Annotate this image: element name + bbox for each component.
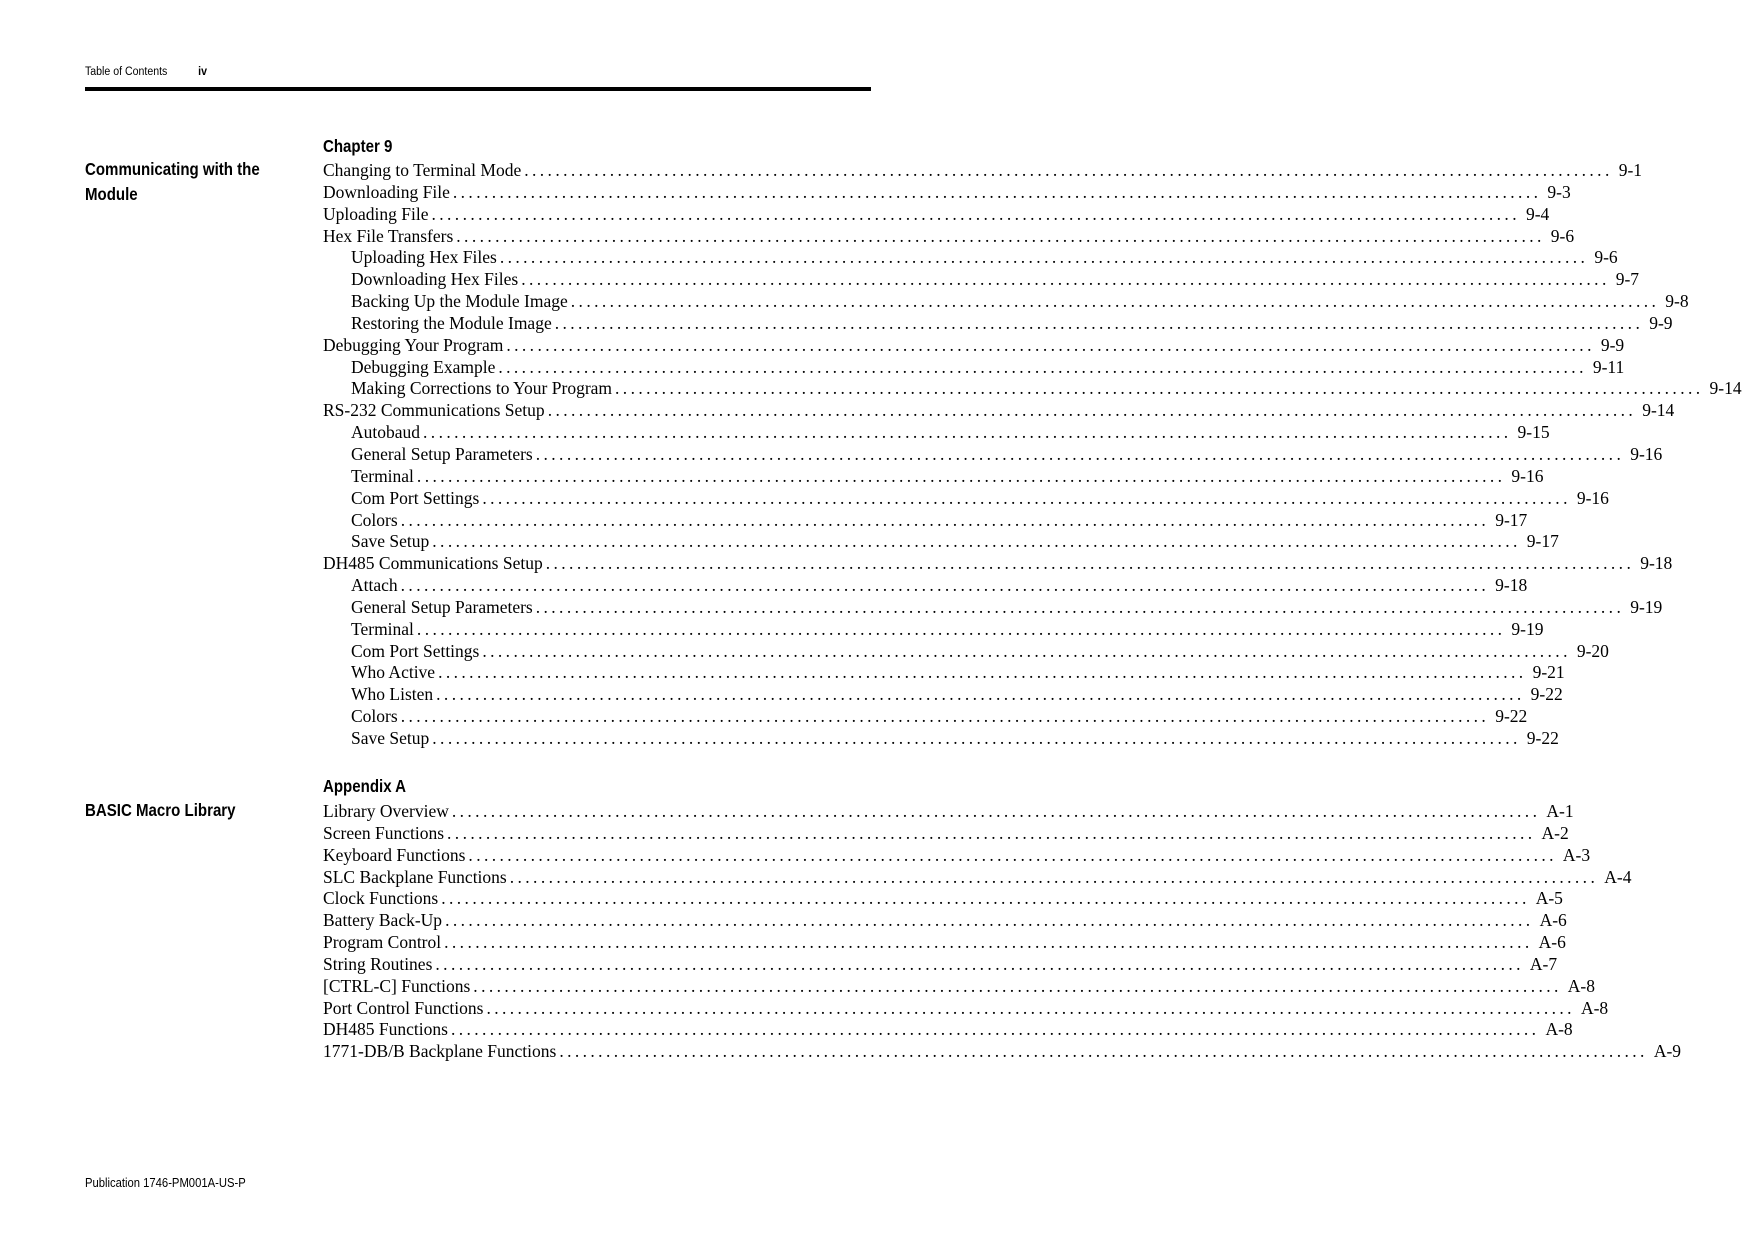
toc-entry[interactable] [323,953,1558,976]
toc-entry-title: Battery Back-Up [323,910,443,931]
header-section-label: Table of Contents [85,66,168,78]
chapter-9-toc-list [323,160,1742,750]
dot-leader: ............................................................................................................................................ [570,291,1660,312]
toc-entry-title: Downloading Hex Files [351,269,519,290]
dot-leader: ............................................................................................................................................ [432,727,1521,748]
toc-entry-page: 9-1 [1618,160,1643,180]
dot-leader: ............................................................................................................................................ [498,356,1587,377]
toc-entry-page: A-6 [1538,932,1566,953]
toc-entry[interactable] [323,706,1528,728]
dot-leader: ............................................................................................................................................ [416,618,1506,639]
toc-entry[interactable] [323,378,1742,400]
page-header [85,66,207,78]
toc-entry-title: 1771-DB/B Backplane Functions [323,1041,557,1062]
toc-entry-title: Port Control Functions [323,997,484,1018]
toc-entry-page: 9-14 [1642,400,1675,421]
toc-entry-page: 9-6 [1550,225,1575,246]
toc-entry-title: SLC Backplane Functions [323,866,507,887]
toc-entry-title: Uploading Hex Files [351,247,497,268]
appendix-a-toc-list [323,801,1682,1063]
dot-leader: ............................................................................................................................................ [535,443,1625,464]
toc-entry[interactable] [323,203,1550,226]
toc-entry-title: General Setup Parameters [351,443,533,464]
dot-leader: ............................................................................................................................................ [441,888,1530,909]
dot-leader: ............................................................................................................................................ [615,378,1704,399]
toc-entry[interactable] [323,618,1544,641]
toc-entry-page: A-8 [1545,1019,1573,1040]
dot-leader: ............................................................................................................................................ [445,910,1534,931]
dot-leader: ............................................................................................................................................ [554,312,1644,333]
toc-entry-title: Attach [351,575,398,596]
toc-entry-title: Downloading File [323,181,450,202]
toc-entry-page: A-8 [1580,997,1609,1018]
toc-entry[interactable] [323,356,1625,379]
toc-entry-page: A-3 [1562,844,1591,865]
toc-entry-title: String Routines [323,953,433,974]
dot-leader: ............................................................................................................................................ [482,487,1571,508]
toc-entry-page: 9-17 [1526,531,1559,552]
chapter-9-title-line-1: Communicating with the [85,159,260,179]
dot-leader: ............................................................................................................................................ [506,334,1595,355]
toc-entry[interactable] [323,443,1663,466]
dot-leader: ............................................................................................................................................ [451,801,1541,821]
dot-leader: ............................................................................................................................................ [450,1019,1540,1040]
toc-entry[interactable] [323,662,1565,684]
toc-entry-title: Screen Functions [323,822,445,843]
toc-entry-page: 9-17 [1495,509,1528,530]
toc-entry[interactable] [323,932,1566,954]
toc-entry[interactable] [323,291,1689,313]
toc-entry[interactable] [323,801,1574,823]
toc-entry[interactable] [323,334,1625,357]
toc-entry-page: 9-14 [1709,378,1742,399]
toc-entry-title: RS-232 Communications Setup [323,400,545,421]
toc-entry[interactable] [323,997,1609,1020]
dot-leader: ............................................................................................................................................ [400,575,1490,596]
toc-entry[interactable] [323,975,1596,998]
toc-entry-title: DH485 Functions [323,1019,448,1040]
dot-leader: ............................................................................................................................................ [438,662,1527,683]
toc-entry-page: A-9 [1653,1041,1682,1062]
dot-leader: ............................................................................................................................................ [416,465,1506,486]
toc-entry-title: Changing to Terminal Mode [323,160,522,180]
toc-entry-title: DH485 Communications Setup [323,553,543,574]
toc-entry-page: 9-8 [1665,291,1689,312]
dot-leader: ............................................................................................................................................ [423,422,1512,443]
toc-entry[interactable] [323,910,1567,932]
chapter-9-label: Chapter 9 [323,136,393,156]
dot-leader: ............................................................................................................................................ [521,269,1610,290]
toc-entry-page: 9-22 [1526,727,1559,748]
dot-leader: ............................................................................................................................................ [509,866,1599,887]
toc-entry-page: A-4 [1604,866,1632,887]
toc-entry[interactable] [323,727,1559,750]
dot-leader: ............................................................................................................................................ [456,225,1545,246]
toc-entry-page: 9-16 [1511,465,1544,486]
toc-entry-page: 9-3 [1547,181,1571,202]
dot-leader: ............................................................................................................................................ [545,553,1635,574]
appendix-a-title: BASIC Macro Library [85,800,236,820]
toc-entry[interactable] [323,465,1544,488]
toc-entry-page: 9-21 [1532,662,1565,683]
dot-leader: ............................................................................................................................................ [444,932,1533,953]
dot-leader: ............................................................................................................................................ [559,1041,1648,1062]
toc-entry[interactable] [323,160,1643,182]
dot-leader: ............................................................................................................................................ [447,822,1536,843]
appendix-a-label: Appendix A [323,776,407,796]
toc-entry-page: 9-9 [1600,334,1625,355]
toc-entry-page: A-6 [1539,910,1567,931]
toc-entry-title: Debugging Your Program [323,334,504,355]
dot-leader: ............................................................................................................................................ [435,953,1524,974]
toc-entry-title: General Setup Parameters [351,596,533,617]
toc-entry-title: Restoring the Module Image [351,312,552,333]
toc-entry-title: Save Setup [351,531,430,552]
toc-entry[interactable] [323,575,1528,597]
dot-leader: ............................................................................................................................................ [535,596,1625,617]
dot-leader: ............................................................................................................................................ [400,706,1490,727]
toc-entry-title: [CTRL-C] Functions [323,975,471,996]
toc-entry-page: 9-4 [1525,203,1550,224]
toc-entry-page: 9-19 [1511,618,1544,639]
dot-leader: ............................................................................................................................................ [486,997,1575,1018]
toc-entry-page: 9-18 [1495,575,1528,596]
toc-entry-title: Who Listen [351,684,434,705]
toc-entry[interactable] [323,596,1663,619]
toc-entry-page: 9-16 [1576,487,1609,508]
toc-entry-title: Colors [351,706,398,727]
toc-entry-title: Clock Functions [323,888,439,909]
toc-entry[interactable] [323,312,1673,335]
toc-entry-title: Program Control [323,932,442,953]
toc-entry-title: Save Setup [351,727,430,748]
toc-entry[interactable] [323,1019,1573,1041]
toc-entry-title: Making Corrections to Your Program [351,378,613,399]
toc-entry-title: Who Active [351,662,436,683]
toc-entry[interactable] [323,269,1640,291]
chapter-9-title [85,157,260,207]
toc-entry-page: 9-18 [1640,553,1673,574]
toc-entry-title: Hex File Transfers [323,225,454,246]
toc-entry[interactable] [323,822,1569,845]
toc-entry-page: 9-15 [1517,422,1550,443]
toc-entry-page: A-8 [1567,975,1596,996]
chapter-9-title-line-2: Module [85,184,138,204]
dot-leader: ............................................................................................................................................ [547,400,1637,421]
toc-entry[interactable] [323,181,1571,204]
toc-entry-title: Library Overview [323,801,449,821]
dot-leader: ............................................................................................................................................ [436,684,1525,705]
toc-entry[interactable] [323,509,1528,532]
toc-entry[interactable] [323,400,1675,422]
toc-entry-page: 9-9 [1649,312,1673,333]
toc-entry-title: Terminal [351,618,414,639]
toc-entry-page: 9-19 [1630,596,1663,617]
toc-entry-page: 9-22 [1530,684,1563,705]
toc-entry-title: Colors [351,509,398,530]
toc-entry-title: Autobaud [351,422,421,443]
toc-entry-title: Backing Up the Module Image [351,291,568,312]
toc-entry[interactable] [323,1041,1682,1063]
toc-entry-page: A-7 [1529,953,1558,974]
dot-leader: ............................................................................................................................................ [400,509,1490,530]
dot-leader: ............................................................................................................................................ [468,844,1557,865]
header-page-number: iv [198,66,207,78]
toc-entry-page: 9-11 [1592,356,1625,377]
dot-leader: ............................................................................................................................................ [452,181,1542,202]
toc-entry[interactable] [323,422,1550,444]
toc-entry-title: Terminal [351,465,414,486]
toc-entry[interactable] [323,684,1563,706]
toc-entry[interactable] [323,487,1609,510]
toc-entry-page: A-2 [1541,822,1569,843]
toc-entry[interactable] [323,531,1559,553]
toc-entry-page: A-1 [1546,801,1574,821]
toc-entry[interactable] [323,844,1591,867]
header-rule [85,87,871,91]
toc-entry-page: 9-16 [1630,443,1663,464]
toc-entry[interactable] [323,888,1563,910]
toc-entry-page: 9-7 [1615,269,1640,290]
toc-entry-page: 9-22 [1495,706,1528,727]
dot-leader: ............................................................................................................................................ [499,247,1589,268]
footer-publication: Publication 1746-PM001A-US-P [85,1176,246,1190]
toc-entry-title: Uploading File [323,203,429,224]
toc-entry[interactable] [323,866,1632,889]
toc-entry[interactable] [323,553,1673,575]
dot-leader: ............................................................................................................................................ [473,975,1562,996]
toc-entry[interactable] [323,247,1618,269]
dot-leader: ............................................................................................................................................ [524,160,1613,180]
toc-entry-title: Debugging Example [351,356,496,377]
toc-entry-page: 9-6 [1594,247,1618,268]
dot-leader: ............................................................................................................................................ [431,203,1520,224]
toc-entry-title: Keyboard Functions [323,844,466,865]
dot-leader: ............................................................................................................................................ [432,531,1521,552]
toc-entry[interactable] [323,225,1575,248]
dot-leader: ............................................................................................................................................ [482,640,1571,661]
toc-entry-page: A-5 [1535,888,1563,909]
toc-entry-title: Com Port Settings [351,640,480,661]
toc-entry-title: Com Port Settings [351,487,480,508]
toc-entry-page: 9-20 [1576,640,1609,661]
toc-entry[interactable] [323,640,1609,663]
